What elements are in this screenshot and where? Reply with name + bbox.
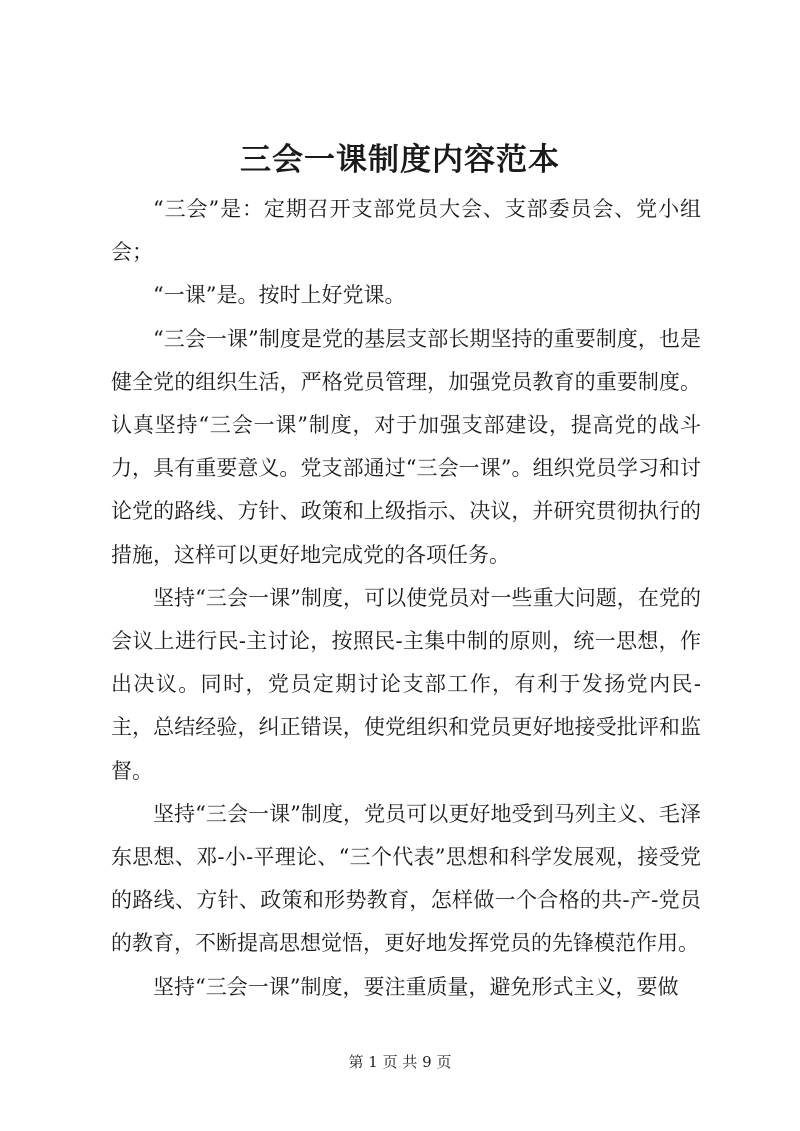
paragraph-6: 坚持“三会一课”制度，要注重质量，避免形式主义，要做	[153, 974, 679, 999]
document-title: 三会一课制度内容范本	[240, 142, 560, 178]
paragraph-4: 坚持“三会一课”制度，可以使党员对一些重大问题，在党的会议上进行民-主讨论，按照民-主集中制的原则，统一思想，作出决议。同时，党员定期讨论支部工作，有利于发扬党内民-主，总结经验，纠正错误，使党组织和党员更好地接受批评和监督。	[111, 585, 701, 783]
paragraph-2: “一课”是。按时上好党课。	[153, 283, 406, 308]
paragraph-3: “三会一课”制度是党的基层支部长期坚持的重要制度，也是健全党的组织生活，严格党员管理，加强党员教育的重要制度。认真坚持“三会一课”制度，对于加强支部建设，提高党的战斗力，具有重要意义。党支部通过“三会一课”。组织党员学习和讨论党的路线、方针、政策和上级指示、决议，并研究贯彻执行的措施，这样可以更好地完成党的各项任务。	[111, 326, 701, 567]
page-footer: 第 1 页 共 9 页	[348, 1053, 452, 1071]
document-body	[111, 188, 701, 1009]
paragraph-1: “三会”是：定期召开支部党员大会、支部委员会、党小组会；	[111, 197, 701, 265]
paragraph-5: 坚持“三会一课”制度，党员可以更好地受到马列主义、毛泽东思想、邓-小-平理论、“三个代表”思想和科学发展观，接受党的路线、方针、政策和形势教育，怎样做一个合格的共-产-党员的教育，不断提高思想觉悟，更好地发挥党员的先锋模范作用。	[111, 801, 701, 956]
